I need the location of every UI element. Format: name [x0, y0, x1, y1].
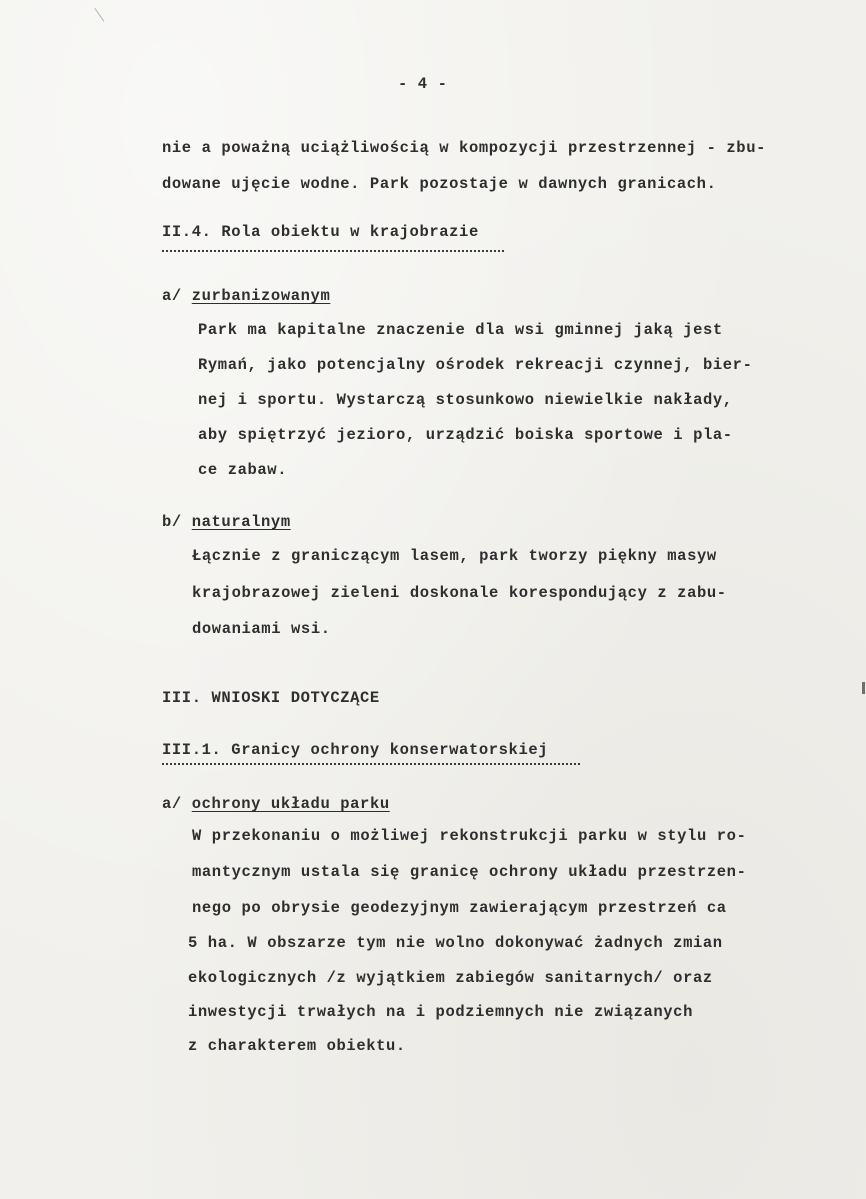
paragraph-line: nej i sportu. Wystarczą stosunkowo niewielkie nakłady, [198, 391, 733, 409]
paragraph-line: aby spiętrzyć jezioro, urządzić boiska sportowe i pla- [198, 426, 733, 444]
subsection-c-title: ochrony układu parku [191, 795, 390, 813]
paragraph-line: nego po obrysie geodezyjnym zawierającym przestrzeń ca [192, 899, 727, 917]
paragraph-line: z charakterem obiektu. [188, 1037, 406, 1055]
section-heading-iii: III. WNIOSKI DOTYCZĄCE [162, 689, 380, 707]
section-heading-iii1: III.1. Granicy ochrony konserwatorskiej [162, 741, 549, 759]
paragraph-line: krajobrazowej zieleni doskonale korespondujący z zabu- [192, 584, 727, 602]
paragraph-line: Łącznie z graniczącym lasem, park tworzy piękny masyw [192, 547, 717, 565]
section-heading-ii4: II.4. Rola obiektu w krajobrazie [162, 223, 479, 241]
paragraph-line: ekologicznych /z wyjątkiem zabiegów sanitarnych/ oraz [188, 969, 713, 987]
paragraph-line: ce zabaw. [198, 461, 288, 479]
heading-underline [162, 250, 504, 252]
subsection-a-title: zurbanizowanym [191, 287, 331, 305]
subsection-b-title: naturalnym [191, 513, 291, 531]
paragraph-line: Park ma kapitalne znaczenie dla wsi gminnej jaką jest [198, 321, 723, 339]
heading-underline [162, 763, 580, 765]
page-number: - 4 - [398, 75, 448, 93]
paragraph-line: 5 ha. W obszarze tym nie wolno dokonywać żadnych zmian [188, 934, 723, 952]
subsection-b-label: b/ [162, 513, 192, 531]
paragraph-line: dowaniami wsi. [192, 620, 331, 638]
subsection-c-label: a/ [162, 795, 192, 813]
paragraph-line: W przekonaniu o możliwej rekonstrukcji parku w stylu ro- [192, 827, 747, 845]
subsection-a-label: a/ [162, 287, 192, 305]
subsection-c-heading [162, 794, 390, 814]
paragraph-line: nie a poważną uciążliwością w kompozycji przestrzennej - zbu- [162, 139, 766, 157]
paragraph-line: Rymań, jako potencjalny ośrodek rekreacji czynnej, bier- [198, 356, 753, 374]
subsection-a-heading [162, 286, 330, 306]
paragraph-line: inwestycji trwałych na i podziemnych nie związanych [188, 1003, 693, 1021]
edge-mark [862, 682, 865, 694]
subsection-b-heading [162, 512, 291, 532]
pencil-mark [94, 2, 112, 21]
paragraph-line: dowane ujęcie wodne. Park pozostaje w dawnych granicach. [162, 175, 717, 193]
paragraph-line: mantycznym ustala się granicę ochrony układu przestrzen- [192, 863, 747, 881]
